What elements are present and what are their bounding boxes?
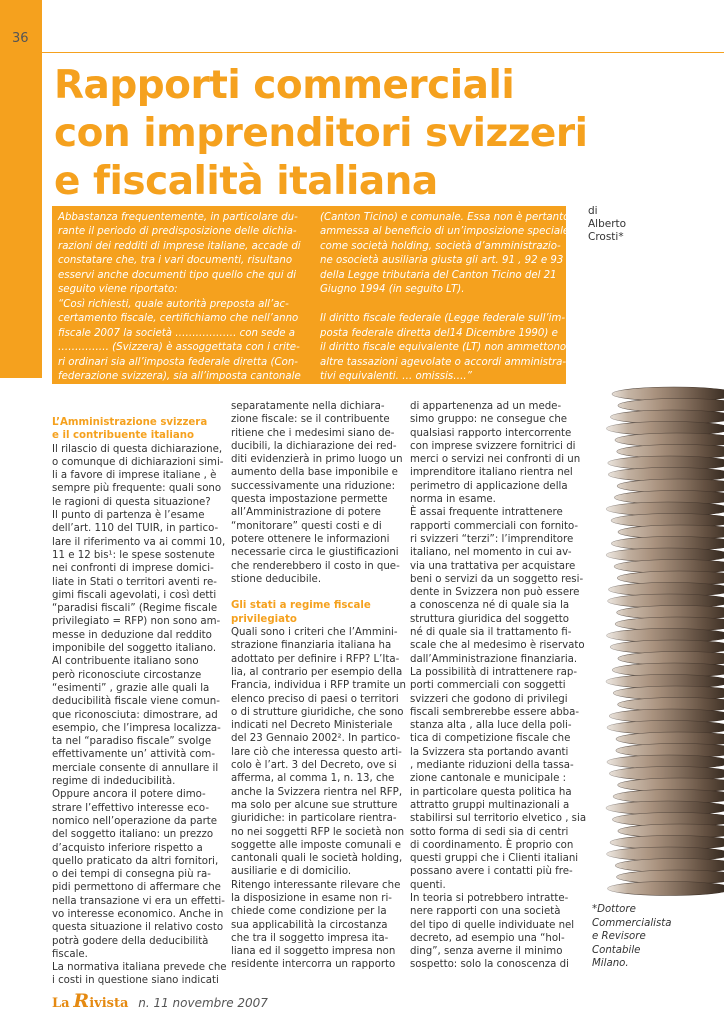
article-title (54, 62, 614, 206)
logo-r: R (73, 990, 90, 1012)
logo-rest: ivista (89, 996, 129, 1011)
header-rule (42, 52, 724, 53)
author-name: Alberto Crosti* (588, 218, 627, 243)
title-line-2: con imprenditori svizzeri (54, 111, 588, 156)
issue-info: n. 11 novembre 2007 (138, 996, 268, 1010)
column-2 (231, 400, 406, 972)
page-number: 36 (12, 31, 29, 46)
coin-stack-photo (596, 384, 724, 898)
author-by: di (588, 205, 598, 217)
column-2-text-a: separatamente nella dichiara- zione fiscale: se il contribuente ritiene che i medesimi siano de- ducibili, la dichiarazione dei red- diti evidenzierà in primo luogo un aumento della base imponibile e successivamente una riduzione: questa impostazione permette all’Amministrazione di potere “monitorare” questi costi e di potere ottenere le informazioni necessarie circa le giustificazioni che renderebbero il costo in que- stione deducibile. (231, 401, 403, 585)
title-line-1: Rapporti commerciali (54, 63, 515, 108)
footer (52, 990, 268, 1012)
column-2-text-b: Quali sono i criteri che l’Ammini- strazione finanziaria italiana ha adottato per definire i RFP? L’Ita- lia, al contrario per esempio della Francia, individua i RFP tramite un elenco preciso di paesi o territori o di strutture giuridiche, che sono indicati nel Decreto Ministeriale del 23 Gennaio 2002². In partico- lare ciò che interessa questo arti- colo è l’art. 3 del Decreto, ove si afferma, al comma 1, n. 13, che anche la Svizzera rientra nel RFP, ma solo per alcune sue strutture giuridiche: in particolare rientra- no nei soggetti RFP le società non soggette alle imposte comunali e cantonali quali le società holding, ausiliarie e di domicilio. Ritengo interessante rilevare che la disposizione in esame non ri- chiede come condizione per la sua applicabilità la circostanza che tra il soggetto impresa ita- liana ed il soggetto impresa non residente intercorra un rapporto (231, 627, 406, 971)
intro-text-right: (Canton Ticino) e comunale. Essa non è pertanto ammessa al beneficio di un’imposizione speciale come società holding, società d’amministrazio- ne osocietà ausiliaria giusta gli art. 91 , 92 e 93 della Legge tributaria del Canton Ticino del 21 Giugno 1994 (in seguito LT). Il diritto fiscale federale (Legge federale sull’im- posta federale diretta del14 Dicembre 1990) e il diritto fiscale equivalente (LT) non ammettono altre tassazioni agevolate o accordi amministra- tivi equivalenti. … omissis….” (320, 212, 570, 382)
column-1-text: Il rilascio di questa dichiarazione, o comunque di dichiarazioni simi- li a favore di imprese italiane , è sempre più frequente: quali sono le ragioni di questa situazione? Il punto di partenza è l’esame dell’art. 110 del TUIR, in partico- lare il riferimento va ai commi 10, 11 e 12 bis¹: le spese sostenute nei confronti di imprese domici- liate in Stati o territori aventi re- gimi fiscali agevolati, i così detti “paradisi fiscali” (Regime fiscale privilegiato = RFP) non sono am- messe in deduzione dal reddito imponibile del soggetto italiano. Al contribuente italiano sono però riconosciute circostanze “esimenti” , grazie alle quali la deducibilità fiscale viene comun- que riconosciuta: dimostrare, ad esempio, che l’impresa localizza- ta nel “paradiso fiscale” svolge effettivamente un’ attività com- merciale consente di annullare il regime di indeducibilità. Oppure ancora il potere dimo- strare l’effettivo interesse eco- nomico nell’operazione da parte del soggetto italiano: un prezzo d’acquisto inferiore rispetto a quello praticato da altri fornitori, o dei tempi di consegna più ra- pidi permettono di affermare che nella transazione vi era un effetti- vo interesse economico. Anche in questa situazione il relativo costo potrà godere della deducibilità fiscale. La normativa italiana prevede che i costi in questione siano indicati (52, 443, 227, 987)
logo-la: La (52, 996, 70, 1011)
column-3: di appartenenza ad un mede- simo gruppo: ne consegue che qualsiasi rapporto intercorrente con imprese svizzere fornitrici di merci o servizi nei confronti di un imprenditore italiano rientra nel perimetro di applicazione della norma in esame. È assai frequente intrattenere rapporti commerciali con fornito- ri svizzeri “terzi”: l’imprenditore italiano, nel momento in cui av- via una trattativa per acquistare beni o servizi da un soggetto resi- dente in Svizzera non può essere a conoscenza né di quale sia la struttura giuridica del soggetto né di quale sia il trattamento fi- scale che al medesimo è riservato dall’Amministrazione finanziaria. La possibilità di intrattenere rap- porti commerciali con soggetti svizzeri che godono di privilegi fiscali sembrerebbe essere abba- stanza alta , alla luce della poli- tica di competizione fiscale che la Svizzera sta portando avanti , mediante riduzioni della tassa- zione cantonale e municipale : in particolare questa politica ha attratto gruppi multinazionali a stabilirsi sul territorio elvetico , sia sotto forma di sedi sia di centri di coordinamento. È proprio con questi gruppi che i Clienti italiani possano avere i contatti più fre- quenti. In teoria si potrebbero intratte- nere rapporti con una società del tipo di quelle individuate nel decreto, ad esempio una “hol- ding”, senza averne il minimo sospetto: solo la conoscenza di (410, 401, 587, 971)
section-heading-2: Gli stati a regime fiscale privilegiato (231, 600, 371, 625)
author-caption: *Dottore Commercialista e Revisore Contabile Milano. (592, 904, 672, 969)
orange-sidebar (0, 0, 42, 378)
title-line-3: e fiscalità italiana (54, 159, 438, 204)
intro-text-left: Abbastanza frequentemente, in particolare du- rante il periodo di predisposizione delle dichia- razioni dei redditi di imprese italiane, accade di constatare che, tra i vari documenti, risultano esservi anche documenti tipo quello che qui di seguito viene riportato: “Così richiesti, quale autorità preposta all’ac- certamento fiscale, certifichiamo che nell’anno fiscale 2007 la società ……………… con sede a …………… (Svizzera) è assoggettata con i crite- ri ordinari sia all’imposta federale diretta (Con- federazione svizzera), sia all’imposta cantonale (58, 212, 301, 382)
section-heading-1: L’Amministrazione svizzera e il contribuente italiano (52, 417, 208, 442)
column-1 (52, 416, 227, 988)
